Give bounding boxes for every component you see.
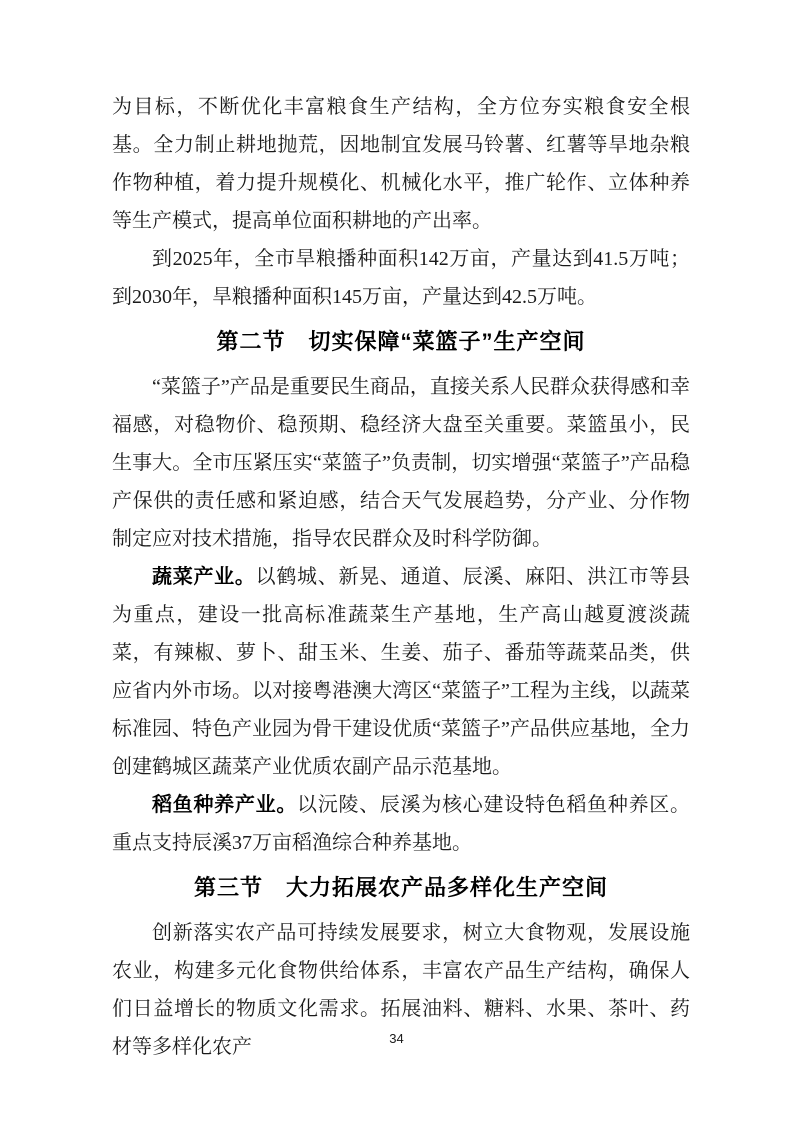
section-heading-3: 第三节 大力拓展农产品多样化生产空间	[193, 875, 608, 900]
section-heading-2: 第二节 切实保障“菜篮子”生产空间	[216, 329, 586, 354]
body-paragraph-targets: 到2025年，全市旱粮播种面积142万亩，产量达到41.5万吨；到2030年，旱粮播种面积145万亩，产量达到42.5万吨。	[112, 248, 690, 308]
paragraph-lead-rice-fish-industry: 稻鱼种养产业。	[152, 794, 298, 816]
paragraph-text-rice-fish-industry: 以沅陵、辰溪为核心建设特色稻鱼种养区。重点支持辰溪37万亩稻渔综合种养基地。	[112, 794, 691, 854]
page-content	[112, 88, 690, 1066]
body-paragraph-diversified-production: 创新落实农产品可持续发展要求，树立大食物观，发展设施农业，构建多元化食物供给体系，丰富农产品生产结构，确保人们日益增长的物质文化需求。拓展油料、糖料、水果、茶叶、药材等多样化农产	[112, 922, 690, 1058]
body-paragraph-vegetable-industry	[112, 558, 690, 786]
paragraph-text-vegetable-industry: 以鹤城、新晃、通道、辰溪、麻阳、洪江市等县为重点，建设一批高标准蔬菜生产基地，生产高山越夏渡淡蔬菜，有辣椒、萝卜、甜玉米、生姜、茄子、番茄等蔬菜品类，供应省内外市场。以对接粤港澳大湾区“菜篮子”工程为主线，以蔬菜标准园、特色产业园为骨干建设优质“菜篮子”产品供应基地，全力创建鹤城区蔬菜产业优质农副产品示范基地。	[112, 566, 691, 778]
body-paragraph-rice-fish-industry	[112, 786, 690, 862]
body-paragraph-continuation: 为目标，不断优化丰富粮食生产结构，全方位夯实粮食安全根基。全力制止耕地抛荒，因地制宜发展马铃薯、红薯等旱地杂粮作物种植，着力提升规模化、机械化水平，推广轮作、立体种养等生产模式，提高单位面积耕地的产出率。	[112, 96, 690, 232]
page-footer	[0, 1030, 793, 1048]
paragraph-lead-vegetable-industry: 蔬菜产业。	[152, 566, 256, 588]
page-number: 34	[389, 1031, 404, 1046]
body-paragraph-vegetable-basket: “菜篮子”产品是重要民生商品，直接关系人民群众获得感和幸福感，对稳物价、稳预期、稳经济大盘至关重要。菜篮虽小，民生事大。全市压紧压实“菜篮子”负责制，切实增强“菜篮子”产品稳产保供的责任感和紧迫感，结合天气发展趋势，分产业、分作物制定应对技术措施，指导农民群众及时科学防御。	[112, 376, 690, 550]
